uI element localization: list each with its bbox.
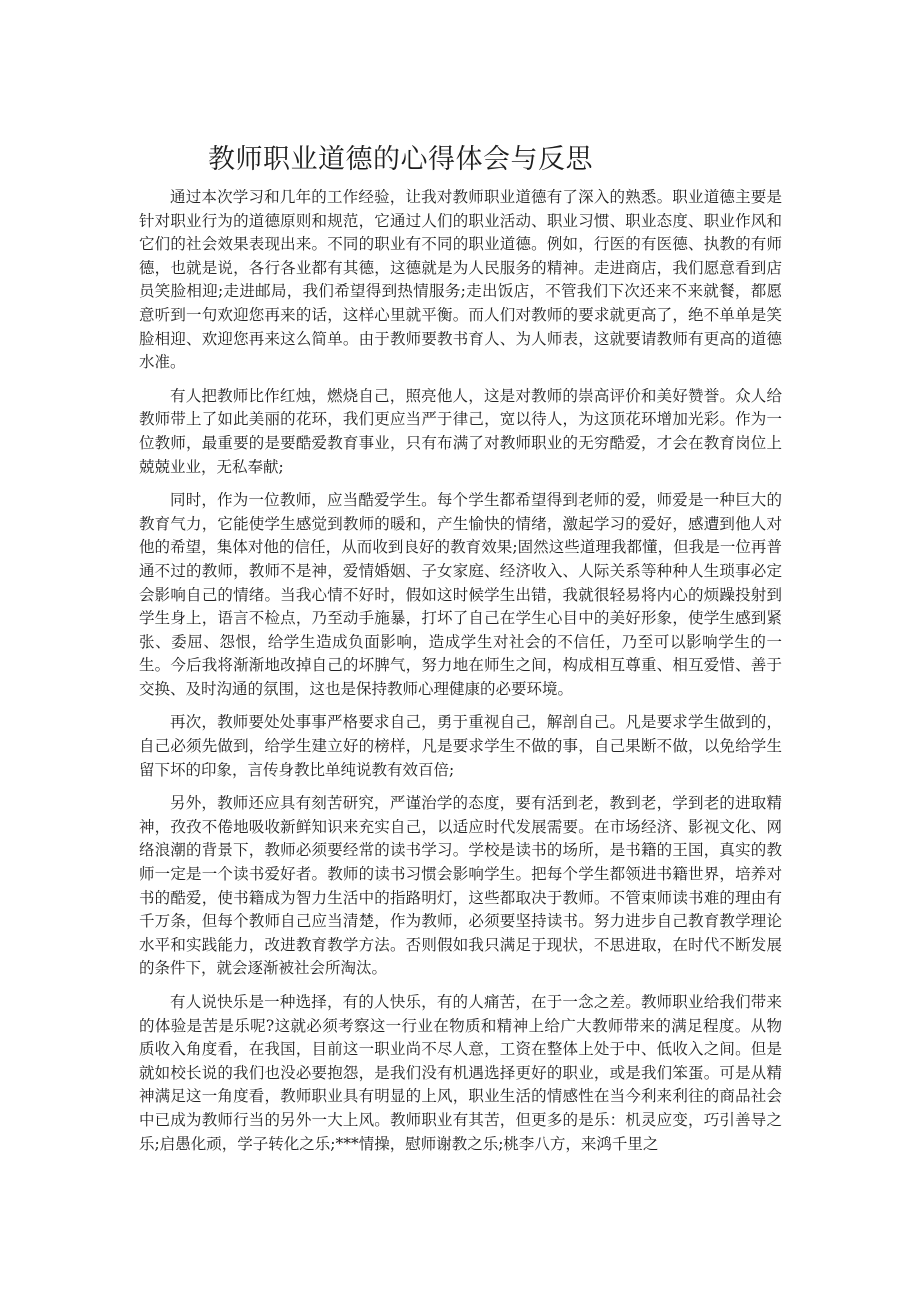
paragraph-6: 有人说快乐是一种选择，有的人快乐，有的人痛苦，在于一念之差。教师职业给我们带来的体验是苦是乐呢?这就必须考察这一行业在物质和精神上给广大教师带来的满足程度。从物质收入角度看，在我国，目前这一职业尚不尽人意，工资在整体上处于中、低收入之间。但是就如校长说的我们也没必要抱怨，是我们没有机遇选择更好的职业，或是我们笨蛋。可是从精神满足这一角度看，教师职业具有明显的上风，职业生活的情感性在当今利来利往的商品社会中已成为教师行当的另外一大上风。教师职业有其苦，但更多的是乐：机灵应变，巧引善导之乐;启愚化顽，学子转化之乐;***情操，慰师谢教之乐;桃李八方，来鸿千里之 (139, 993, 782, 1153)
paragraph-5: 另外，教师还应具有刻苦研究，严谨治学的态度，要有活到老，教到老，学到老的进取精神，孜孜不倦地吸收新鲜知识来充实自己，以适应时代发展需要。在市场经济、影视文化、网络浪潮的背景下，教师必须要经常的读书学习。学校是读书的场所，是书籍的王国，真实的教师一定是一个读书爱好者。教师的读书习惯会影响学生。把每个学生都领进书籍世界，培养对书的酷爱，使书籍成为智力生活中的指路明灯，这些都取决于教师。不管束师读书难的理由有千万条，但每个教师自己应当清楚，作为教师，必须要坚持读书。努力进步自己教育教学理论水平和实践能力，改进教育教学方法。否则假如我只满足于现状，不思进取，在时代不断发展的条件下，就会逐渐被社会所淘汰。 (139, 794, 782, 978)
paragraph-1: 通过本次学习和几年的工作经验，让我对教师职业道德有了深入的熟悉。职业道德主要是针对职业行为的道德原则和规范，它通过人们的职业活动、职业习惯、职业态度、职业作风和它们的社会效果表现出来。不同的职业有不同的职业道德。例如，行医的有医德、执教的有师德，也就是说，各行各业都有其德，这德就是为人民服务的精神。走进商店，我们愿意看到店员笑脸相迎;走进邮局，我们希望得到热情服务;走出饭店，不管我们下次还来不来就餐，都愿意听到一句欢迎您再来的话，这样心里就平衡。而人们对教师的要求就更高了，绝不单单是笑脸相迎、欢迎您再来这么简单。由于教师要教书育人、为人师表，这就要请教师有更高的道德水准。 (139, 188, 782, 372)
document-title: 教师职业道德的心得体会与反思 (208, 144, 593, 175)
paragraph-3: 同时，作为一位教师，应当酷爱学生。每个学生都希望得到老师的爱，师爱是一种巨大的教育气力，它能使学生感觉到教师的暖和，产生愉快的情绪，激起学习的爱好，感遭到他人对他的希望，集体对他的信任，从而收到良好的教育效果;固然这些道理我都懂，但我是一位再普通不过的教师，教师不是神，爱情婚姻、子女家庭、经济收入、人际关系等种种人生琐事必定会影响自己的情绪。当我心情不好时，假如这时候学生出错，我就很轻易将内心的烦躁投射到学生身上，语言不检点，乃至动手施暴，打坏了自己在学生心目中的美好形象，使学生感到紧张、委屈、怨恨，给学生造成负面影响，造成学生对社会的不信任，乃至可以影响学生的一生。今后我将渐渐地改掉自己的坏脾气，努力地在师生之间，构成相互尊重、相互爱惜、善于交换、及时沟通的氛围，这也是保持教师心理健康的必要环境。 (139, 491, 782, 698)
document-body (139, 186, 782, 1296)
paragraph-2: 有人把教师比作红烛，燃烧自己，照亮他人，这是对教师的崇高评价和美好赞誉。众人给教师带上了如此美丽的花环，我们更应当严于律己，宽以待人，为这顶花环增加光彩。作为一位教师，最重要的是要酷爱教育事业，只有布满了对教师职业的无穷酷爱，才会在教育岗位上兢兢业业，无私奉献; (139, 386, 782, 476)
paragraph-4: 再次，教师要处处事事严格要求自己，勇于重视自己，解剖自己。凡是要求学生做到的，自己必须先做到，给学生建立好的榜样，凡是要求学生不做的事，自己果断不做，以免给学生留下坏的印象，言传身教比单纯说教有效百倍; (139, 713, 782, 779)
